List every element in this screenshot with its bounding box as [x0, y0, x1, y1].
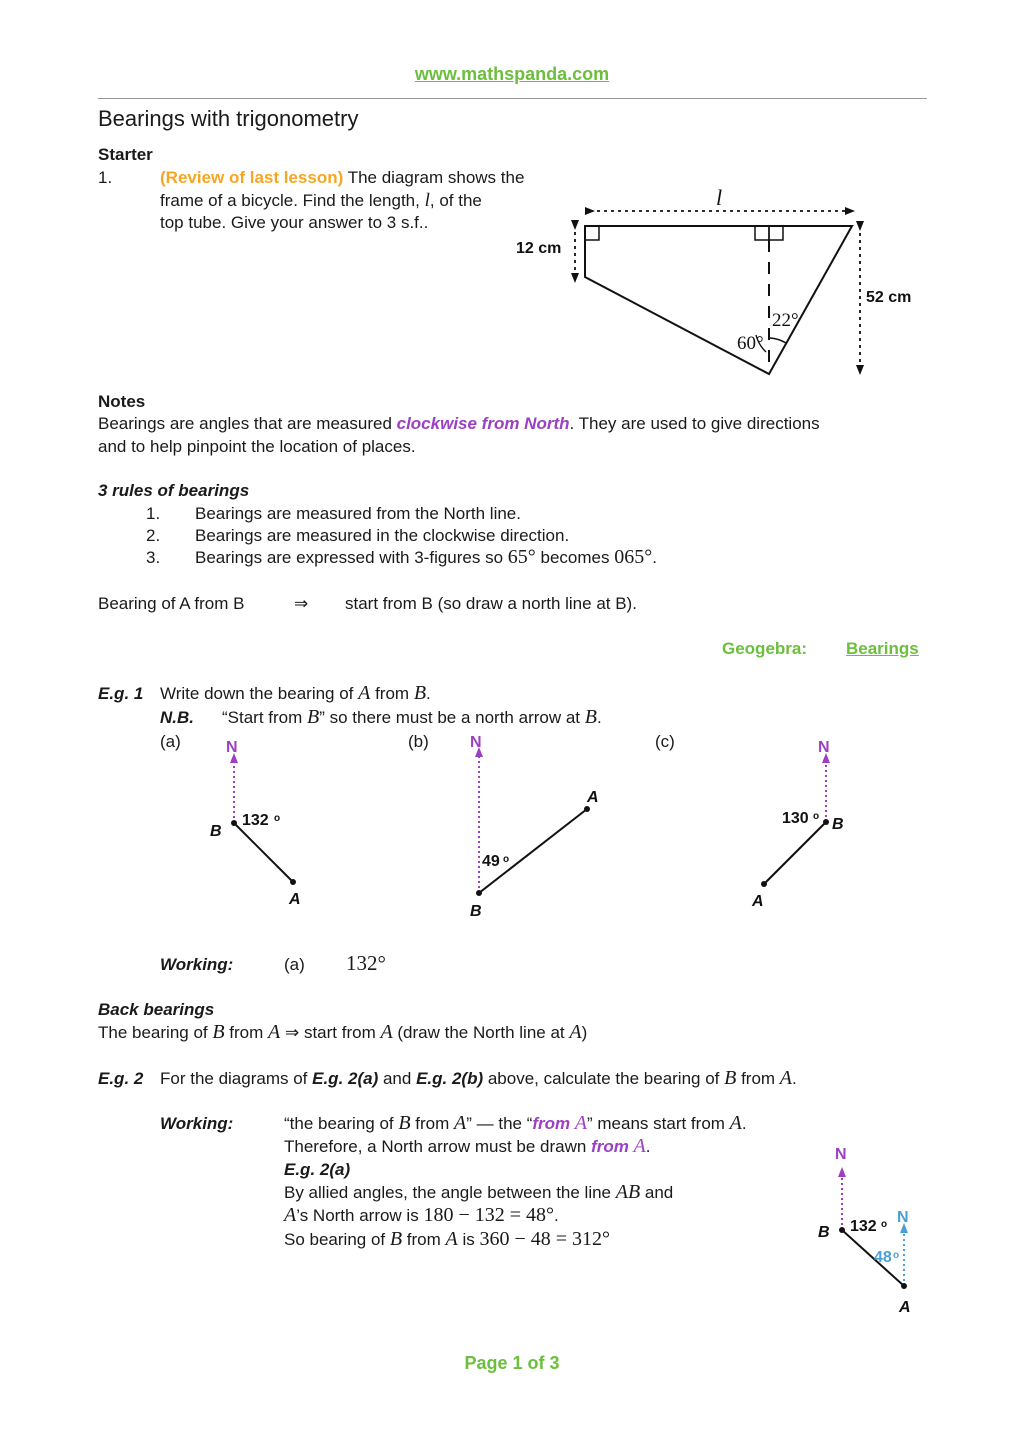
- eg1-b: from: [370, 684, 414, 703]
- back-bearings-heading: Back bearings: [98, 1000, 215, 1019]
- bicycle-frame-diagram: [0, 0, 1024, 400]
- rule-3-b: becomes: [535, 548, 615, 567]
- bb-var-A: A: [268, 1021, 281, 1043]
- w5-a: So bearing of: [284, 1230, 390, 1249]
- q1-var-l: l: [424, 190, 430, 211]
- eg1-var-B: B: [413, 682, 427, 704]
- nb-b: ” so there must be a north arrow at: [319, 708, 585, 727]
- rule-3-m2: 065°: [614, 546, 653, 568]
- rule-3-text: [195, 546, 657, 569]
- svg-text:o: o: [274, 813, 281, 824]
- eg1-question: [160, 682, 431, 705]
- bearing-rule-right: start from B (so draw a north line at B).: [345, 594, 637, 613]
- eg2-diag-B: B: [818, 1224, 830, 1241]
- nb-c: .: [596, 708, 602, 727]
- rule-1-text: Bearings are measured from the North line.: [195, 504, 521, 523]
- nb-var-B: B: [307, 706, 320, 728]
- bb-var-A3: A: [569, 1021, 582, 1043]
- w5-var-A: A: [445, 1228, 458, 1250]
- eg1-c: .: [426, 684, 431, 703]
- eg2-working-line-4: [284, 1204, 559, 1227]
- eg1-working-label: Working:: [160, 955, 234, 974]
- q1-text-2a: frame of a bicycle. Find the length,: [160, 191, 425, 210]
- w1-var-A2: A: [729, 1112, 742, 1134]
- w2-e: .: [645, 1137, 651, 1156]
- eg2-diag-angle1: 132: [850, 1218, 877, 1235]
- eg2-diag-N2: N: [897, 1209, 909, 1226]
- eg1-label: E.g. 1: [98, 684, 144, 703]
- q1-text-2b: , of the: [429, 191, 482, 210]
- eg2-diag-angle2: 48: [874, 1249, 892, 1266]
- notes-heading: Notes: [98, 392, 146, 411]
- eg2-b: and: [378, 1069, 417, 1088]
- w2-from: from: [591, 1137, 629, 1156]
- frame-outline: [585, 226, 852, 374]
- eg1-var-A: A: [358, 682, 371, 704]
- w1-d: ” means start from: [587, 1114, 730, 1133]
- eg2-c: above, calculate the bearing of: [483, 1069, 725, 1088]
- rule-1-number: 1.: [146, 504, 161, 523]
- svg-text:o: o: [503, 854, 510, 865]
- eg2-var-B: B: [724, 1067, 737, 1089]
- part-b-label: (b): [408, 732, 429, 751]
- bb-a: The bearing of: [98, 1023, 213, 1042]
- rule-2-text: Bearings are measured in the clockwise direction.: [195, 526, 570, 545]
- w2-from-A: A: [633, 1135, 646, 1157]
- svg-text:o: o: [813, 811, 820, 822]
- right-angle-mark-top: [755, 226, 769, 240]
- eg2-ref-a: E.g. 2(a): [312, 1069, 379, 1088]
- bb-var-B: B: [212, 1021, 225, 1043]
- review-tag: (Review of last lesson): [160, 168, 344, 187]
- w3-a: By allied angles, the angle between the line: [284, 1183, 616, 1202]
- eg2-diag-N1: N: [835, 1146, 847, 1163]
- eg1-working-part: (a): [284, 955, 305, 974]
- eg2-ref-b: E.g. 2(b): [416, 1069, 484, 1088]
- rule-3-a: Bearings are expressed with 3-figures so: [195, 548, 508, 567]
- diag-c-N: N: [818, 739, 830, 756]
- nb-var-B2: B: [584, 706, 597, 728]
- w1-a: “the bearing of: [284, 1114, 399, 1133]
- label-52cm: 52 cm: [866, 289, 912, 306]
- w1-from: from: [532, 1114, 571, 1133]
- eg2-working-line-2: [284, 1135, 650, 1158]
- notes-line-1: [98, 414, 820, 434]
- label-12cm: 12 cm: [516, 240, 562, 257]
- bb-b: from: [224, 1023, 269, 1042]
- eg2-d: from: [736, 1069, 780, 1088]
- diag-a-A: A: [289, 891, 301, 908]
- w4-a: ’s North arrow is: [296, 1206, 424, 1225]
- diag-c-A: A: [752, 893, 764, 910]
- diag-b-N: N: [470, 734, 482, 751]
- eg2-label: E.g. 2: [98, 1069, 144, 1088]
- eg2-diag-A: A: [899, 1299, 911, 1316]
- bb-c: ⇒ start from: [280, 1023, 381, 1042]
- angle-22: 22°: [772, 310, 799, 331]
- w5-c: is: [457, 1230, 480, 1249]
- w1-from-A: A: [574, 1112, 588, 1134]
- starter-heading: Starter: [98, 145, 153, 164]
- bb-e: ): [581, 1023, 588, 1042]
- diag-b-angle: 49: [482, 853, 500, 870]
- diag-b-A: A: [587, 789, 599, 806]
- question-line-3: top tube. Give your answer to 3 s.f..: [160, 213, 429, 232]
- rules-heading: 3 rules of bearings: [98, 481, 250, 500]
- w2-a: Therefore, a North arrow must be drawn: [284, 1137, 592, 1156]
- w1-var-B: B: [398, 1112, 411, 1134]
- nb-text: [222, 706, 602, 729]
- right-angle-mark-left: [585, 226, 599, 240]
- diag-a-N: N: [226, 739, 238, 756]
- w3-AB: AB: [615, 1181, 641, 1203]
- eg2-working-label: Working:: [160, 1114, 234, 1133]
- eg2-diagram: [780, 1140, 940, 1320]
- rule-3-m1: 65°: [507, 546, 536, 568]
- part-a-label: (a): [160, 732, 181, 751]
- bb-d: (draw the North line at: [392, 1023, 570, 1042]
- back-bearings-line: [98, 1021, 587, 1044]
- eg2-a: For the diagrams of: [160, 1069, 313, 1088]
- eg2-var-A: A: [779, 1067, 793, 1089]
- notes-text-1b: . They are used to give directions: [569, 414, 820, 433]
- notes-line-2: and to help pinpoint the location of places.: [98, 437, 416, 456]
- bb-var-A2: A: [380, 1021, 393, 1043]
- w1-c: ” — the “: [466, 1114, 533, 1133]
- page-title: Bearings with trigonometry: [98, 106, 359, 131]
- page-number: Page 1 of 3: [464, 1353, 560, 1373]
- eg1-working-value: 132°: [346, 951, 386, 975]
- diag-a-B: B: [210, 823, 222, 840]
- diag-c-B: B: [832, 816, 844, 833]
- notes-text-1a: Bearings are angles that are measured: [98, 414, 397, 433]
- diagram-c: [751, 739, 844, 910]
- nb-a: “Start from: [222, 708, 308, 727]
- diag-b-B: B: [470, 903, 482, 920]
- angle-60: 60°: [737, 333, 764, 354]
- eg1-diagrams: [0, 730, 1024, 930]
- eg2-question: [160, 1067, 797, 1090]
- q1-text-1: The diagram shows the: [347, 168, 525, 187]
- svg-text:o: o: [881, 1219, 888, 1230]
- eg2-working-line-3: [284, 1181, 673, 1204]
- eg1-a: Write down the bearing of: [160, 684, 359, 703]
- nb-label: N.B.: [160, 708, 194, 727]
- notes-emphasis: clockwise from North: [396, 414, 570, 433]
- w3-b: and: [640, 1183, 674, 1202]
- geogebra-bearings-link[interactable]: Bearings: [846, 639, 919, 658]
- eg2a-sublabel: E.g. 2(a): [284, 1160, 351, 1179]
- diagram-b: [470, 734, 599, 920]
- question-number: 1.: [98, 168, 113, 187]
- rule-3-c: .: [652, 548, 657, 567]
- w1-b: from: [410, 1114, 455, 1133]
- svg-text:o: o: [893, 1250, 900, 1261]
- geogebra-label: Geogebra:: [722, 639, 808, 658]
- rule-3-number: 3.: [146, 548, 161, 567]
- diagram-a: [210, 739, 301, 908]
- w1-e: .: [741, 1114, 747, 1133]
- bearing-rule-arrow: ⇒: [294, 594, 309, 613]
- eg2-working-line-1: [284, 1112, 747, 1135]
- w5-var-B: B: [389, 1228, 403, 1250]
- eg2-e: .: [792, 1069, 797, 1088]
- diag-c-angle: 130: [782, 810, 809, 827]
- part-c-label: (c): [655, 732, 675, 751]
- w5-b: from: [402, 1230, 446, 1249]
- rule-2-number: 2.: [146, 526, 161, 545]
- w4-math: 180 − 132 = 48°: [423, 1204, 554, 1226]
- w4-b: .: [554, 1206, 559, 1225]
- w1-var-A: A: [454, 1112, 467, 1134]
- eg2-working-line-5: [284, 1228, 610, 1251]
- bearing-rule-left: Bearing of A from B: [98, 594, 245, 613]
- w4-var-A: A: [284, 1204, 297, 1226]
- w5-math: 360 − 48 = 312°: [479, 1228, 611, 1250]
- site-link[interactable]: www.mathspanda.com: [414, 64, 610, 84]
- label-l: l: [716, 185, 723, 210]
- diag-a-angle: 132: [242, 812, 269, 829]
